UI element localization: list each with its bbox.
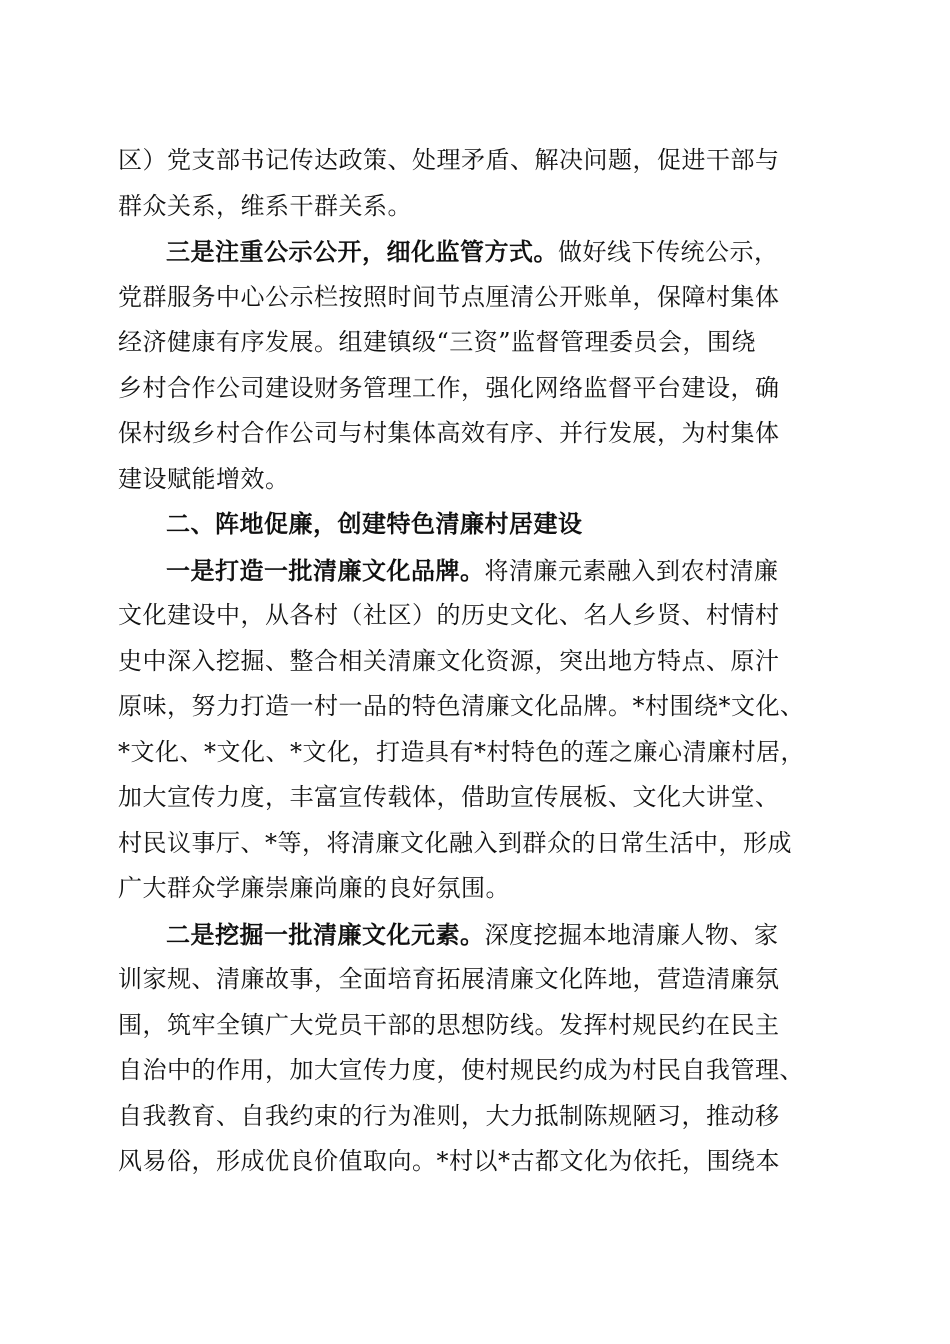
body-line-21 [118,1048,838,1094]
line-text: 乡村合作公司建设财务管理工作，强化网络监督平台建设，确 [118,373,780,402]
line-text: 保村级乡村合作公司与村集体高效有序、并行发展，为村集体 [118,419,780,447]
body-line-14 [118,730,838,776]
line-text: 文化建设中，从各村（社区）的历史文化、名人乡贤、村情村 [118,601,780,629]
line-text: *文化、*文化、*文化，打造具有*村特色的莲之廉心清廉村居， [118,737,805,766]
paragraph-lead: 一是打造一批清廉文化品牌。 [166,555,485,585]
body-line-16 [118,821,838,867]
line-text: 自我教育、自我约束的行为准则，大力抵制陈规陋习，推动移 [118,1101,780,1130]
body-line-7 [118,411,838,457]
paragraph-3-first-line [118,229,838,275]
line-text: 加大宣传力度，丰富宣传载体，借助宣传展板、文化大讲堂、 [118,783,780,811]
heading-text: 二、阵地促廉，创建特色清廉村居建设 [166,510,583,538]
line-text: 经济健康有序发展。组建镇级“三资”监督管理委员会，围绕 [118,328,757,356]
body-line-22 [118,1094,838,1140]
line-text: 将清廉元素融入到农村清廉 [484,556,779,585]
line-text: 原味，努力打造一村一品的特色清廉文化品牌。*村围绕*文化、 [118,692,805,720]
line-text: 群众关系，维系干群关系。 [118,191,412,220]
body-line-19 [118,957,838,1003]
paragraph-lead: 二是挖掘一批清廉文化元素。 [166,919,485,949]
body-line-23 [118,1139,838,1185]
line-text: 训家规、清廉故事，全面培育拓展清廉文化阵地，营造清廉氛 [118,965,780,993]
line-text: 党群服务中心公示栏按照时间节点厘清公开账单，保障村集体 [118,282,780,311]
body-line-4 [118,275,838,321]
body-line-8 [118,457,838,503]
line-text: 广大群众学廉崇廉尚廉的良好氛围。 [118,874,510,902]
line-text: 建设赋能增效。 [118,464,290,493]
body-line-12 [118,639,838,685]
body-line-1 [118,138,838,184]
body-line-6 [118,366,838,412]
line-text: 自治中的作用，加大宣传力度，使村规民约成为村民自我管理、 [118,1056,804,1084]
line-text: 深度挖掘本地清廉人物、家 [484,920,779,949]
body-line-5 [118,320,838,366]
body-line-17 [118,866,838,912]
section-heading [118,502,838,548]
body-line-13 [118,684,838,730]
line-text: 做好线下传统公示， [558,238,779,266]
line-text: 风易俗，形成优良价值取向。*村以*古都文化为依托，围绕本 [118,1147,780,1175]
line-text: 围，筑牢全镇广大党员干部的思想防线。发挥村规民约在民主 [118,1010,780,1039]
paragraph-lead: 三是注重公示公开，细化监管方式。 [166,237,558,266]
body-line-20 [118,1003,838,1049]
paragraph-10-first-line [118,548,838,594]
line-text: 区）党支部书记传达政策、处理矛盾、解决问题，促进干部与 [118,146,780,174]
body-line-15 [118,775,838,821]
paragraph-18-first-line [118,912,838,958]
line-text: 村民议事厅、*等，将清廉文化融入到群众的日常生活中，形成 [118,828,792,857]
body-line-11 [118,593,838,639]
body-line-2 [118,184,838,230]
document-page [118,138,838,1185]
line-text: 史中深入挖掘、整合相关清廉文化资源，突出地方特点、原汁 [118,646,780,675]
